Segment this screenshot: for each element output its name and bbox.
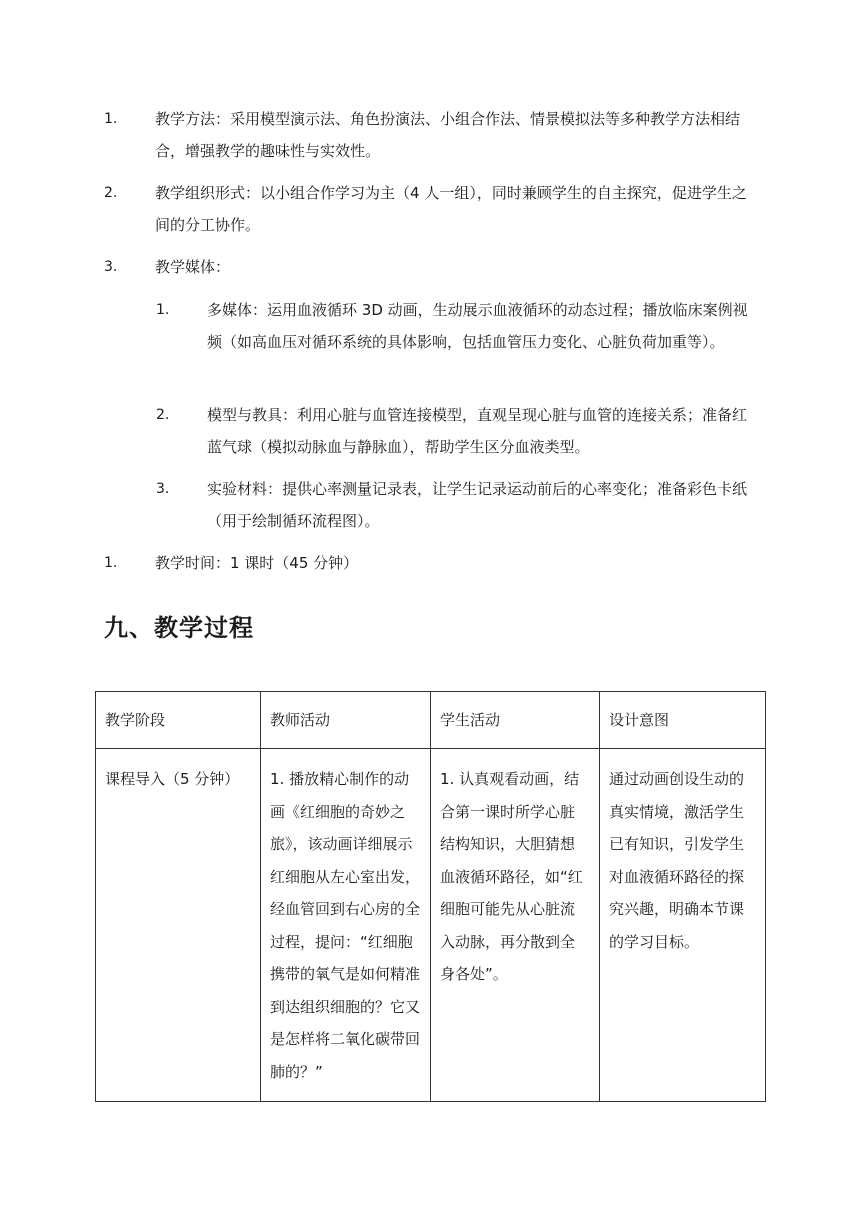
table-row bbox=[96, 749, 766, 1102]
teaching-process-table bbox=[95, 691, 766, 1102]
table-cell-teacher: 1. 播放精心制作的动画《红细胞的奇妙之旅》，该动画详细展示红细胞从左心室出发，经血管回到右心房的全过程，提问：“红细胞携带的氧气是如何精准到达组织细胞的？它又是怎样将二氧化碳带回肺的？” bbox=[261, 749, 431, 1102]
list-text: 教学组织形式：以小组合作学习为主（4 人一组），同时兼顾学生的自主探究，促进学生之间的分工协作。 bbox=[155, 184, 747, 234]
list-text: 教学媒体： bbox=[155, 258, 231, 276]
list-text: 教学时间：1 课时（45 分钟） bbox=[155, 554, 359, 572]
table-header-cell: 教师活动 bbox=[261, 692, 431, 749]
sublist-number: 1. bbox=[156, 302, 170, 318]
sublist-text: 实验材料：提供心率测量记录表，让学生记录运动前后的心率变化；准备彩色卡纸（用于绘制循环流程图）。 bbox=[207, 480, 748, 530]
list-text: 教学方法：采用模型演示法、角色扮演法、小组合作法、情景模拟法等多种教学方法相结合，增强教学的趣味性与实效性。 bbox=[155, 110, 741, 160]
table-header-cell: 教学阶段 bbox=[96, 692, 261, 749]
list-number: 1. bbox=[104, 555, 118, 571]
table-header-row bbox=[96, 692, 766, 749]
sublist-number: 3. bbox=[156, 481, 170, 497]
sublist-text: 多媒体：运用血液循环 3D 动画，生动展示血液循环的动态过程；播放临床案例视频（如高血压对循环系统的具体影响，包括血管压力变化、心脏负荷加重等）。 bbox=[207, 301, 748, 351]
list-number: 1. bbox=[104, 111, 118, 127]
table-cell-student: 1. 认真观看动画，结合第一课时所学心脏结构知识，大胆猜想血液循环路径，如“红细胞可能先从心脏流入动脉，再分散到全身各处”。 bbox=[431, 749, 600, 1102]
sublist-number: 2. bbox=[156, 407, 170, 423]
table-cell-intent: 通过动画创设生动的真实情境，激活学生已有知识，引发学生对血液循环路径的探究兴趣，明确本节课的学习目标。 bbox=[600, 749, 766, 1102]
section-heading: 九、教学过程 bbox=[104, 614, 254, 642]
list-number: 2. bbox=[104, 185, 118, 201]
table-header-cell: 设计意图 bbox=[600, 692, 766, 749]
list-number: 3. bbox=[104, 259, 118, 275]
sublist-text: 模型与教具：利用心脏与血管连接模型，直观呈现心脏与血管的连接关系；准备红蓝气球（模拟动脉血与静脉血），帮助学生区分血液类型。 bbox=[207, 406, 748, 456]
table-cell-stage: 课程导入（5 分钟） bbox=[96, 749, 261, 1102]
table-header-cell: 学生活动 bbox=[431, 692, 600, 749]
